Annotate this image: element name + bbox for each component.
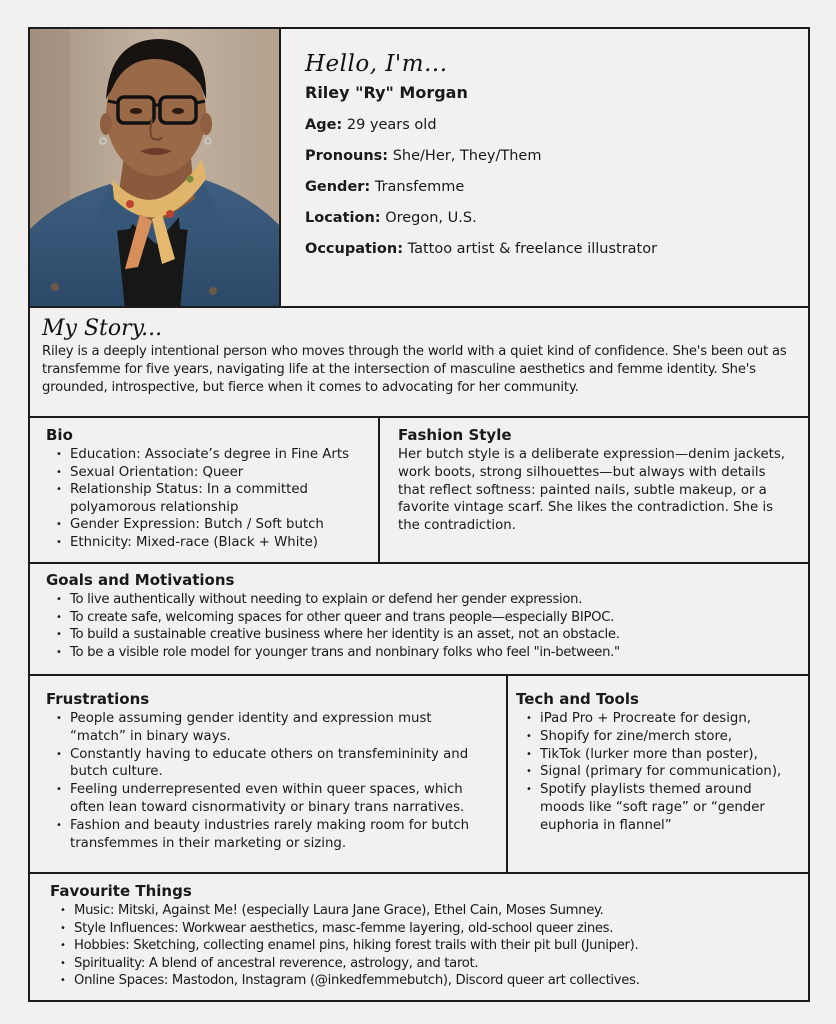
field-gender: [305, 179, 784, 195]
list-item: • Fashion and beauty industries rarely making room for butch transfemmes in their marketing or sizing.: [46, 817, 490, 853]
field-label: Gender:: [305, 179, 371, 195]
list-item: • Feeling underrepresented even within queer spaces, which often lean toward cisnormativity or binary trans narratives.: [46, 781, 490, 817]
list-item: • Education: Associate’s degree in Fine Arts: [46, 446, 362, 464]
list-item: • Ethnicity: Mixed-race (Black + White): [46, 534, 362, 552]
field-value: 29 years old: [346, 117, 437, 133]
persona-name: Riley "Ry" Morgan: [305, 83, 468, 102]
list-item: • Spotify playlists themed around moods like “soft rage” or “gender euphoria in flannel”: [516, 781, 800, 834]
profile-photo: [28, 27, 281, 308]
field-label: Location:: [305, 210, 381, 226]
fashion-heading: Fashion Style: [398, 426, 512, 444]
goals-panel: [28, 562, 810, 676]
list-item: • To create safe, welcoming spaces for other queer and trans people—especially BIPOC.: [46, 609, 792, 627]
field-value: Tattoo artist & freelance illustrator: [407, 241, 658, 257]
field-age: [305, 117, 784, 133]
story-heading: My Story...: [42, 316, 163, 341]
list-item: • Relationship Status: In a committed polyamorous relationship: [46, 481, 362, 516]
list-item: • To build a sustainable creative business where her identity is an asset, not an obstacle.: [46, 626, 792, 644]
tech-panel: [506, 674, 810, 874]
fashion-panel: [378, 416, 810, 564]
list-item: • Spirituality: A blend of ancestral reverence, astrology, and tarot.: [50, 955, 788, 973]
field-value: Transfemme: [374, 179, 465, 195]
field-label: Pronouns:: [305, 148, 389, 164]
list-item: • Online Spaces: Mastodon, Instagram (@inkedfemmebutch), Discord queer art collectives.: [50, 972, 788, 990]
list-item: • Gender Expression: Butch / Soft butch: [46, 516, 362, 534]
tech-list: [516, 710, 800, 835]
field-value: She/Her, They/Them: [392, 148, 542, 164]
list-item: • Constantly having to educate others on transfemininity and butch culture.: [46, 746, 490, 782]
story-text: Riley is a deeply intentional person who moves through the world with a quiet kind of confidence. She's been out as transfemme for five years, navigating life at the intersection of masculine aesthetics and femme identity. She's grounded, introspective, but fierce when it comes to advocating for her community.: [42, 344, 787, 395]
list-item: • Sexual Orientation: Queer: [46, 464, 362, 482]
list-item: • People assuming gender identity and expression must “match” in binary ways.: [46, 710, 490, 746]
bio-panel: [28, 416, 380, 564]
tech-heading: Tech and Tools: [516, 690, 639, 708]
frustrations-list: [46, 710, 490, 852]
list-item: • Shopify for zine/merch store,: [516, 728, 800, 746]
list-item: • To live authentically without needing to explain or defend her gender expression.: [46, 591, 792, 609]
bio-heading: Bio: [46, 426, 73, 444]
field-value: Oregon, U.S.: [385, 210, 477, 226]
field-pronouns: [305, 148, 784, 164]
fashion-text: Her butch style is a deliberate expression—denim jackets, work boots, strong silhouettes—but always with details that reflect softness: painted nails, subtle makeup, or a favorite vintage scarf. She likes the contradiction. She is the contradiction.: [398, 447, 785, 534]
field-label: Age:: [305, 117, 343, 133]
list-item: • iPad Pro + Procreate for design,: [516, 710, 800, 728]
field-location: [305, 210, 784, 226]
portrait-illustration: [30, 29, 281, 308]
list-item: • Hobbies: Sketching, collecting enamel pins, hiking forest trails with their pit bull (Juniper).: [50, 937, 788, 955]
bio-list: [46, 446, 362, 552]
frustrations-heading: Frustrations: [46, 690, 150, 708]
goals-list: [46, 591, 792, 661]
list-item: • Signal (primary for communication),: [516, 763, 800, 781]
list-item: • To be a visible role model for younger trans and nonbinary folks who feel "in-between.": [46, 644, 792, 662]
favourites-list: [50, 902, 788, 990]
field-occupation: [305, 241, 784, 257]
frustrations-panel: [28, 674, 508, 874]
favourites-heading: Favourite Things: [50, 882, 192, 900]
list-item: • Music: Mitski, Against Me! (especially Laura Jane Grace), Ethel Cain, Moses Sumney.: [50, 902, 788, 920]
favourites-panel: [28, 872, 810, 1002]
greeting-heading: Hello, I'm...: [305, 51, 448, 77]
list-item: • Style Influences: Workwear aesthetics, masc-femme layering, old-school queer zines.: [50, 920, 788, 938]
list-item: • TikTok (lurker more than poster),: [516, 746, 800, 764]
intro-panel: [279, 27, 810, 308]
story-panel: [28, 306, 810, 418]
goals-heading: Goals and Motivations: [46, 571, 235, 589]
field-label: Occupation:: [305, 241, 403, 257]
